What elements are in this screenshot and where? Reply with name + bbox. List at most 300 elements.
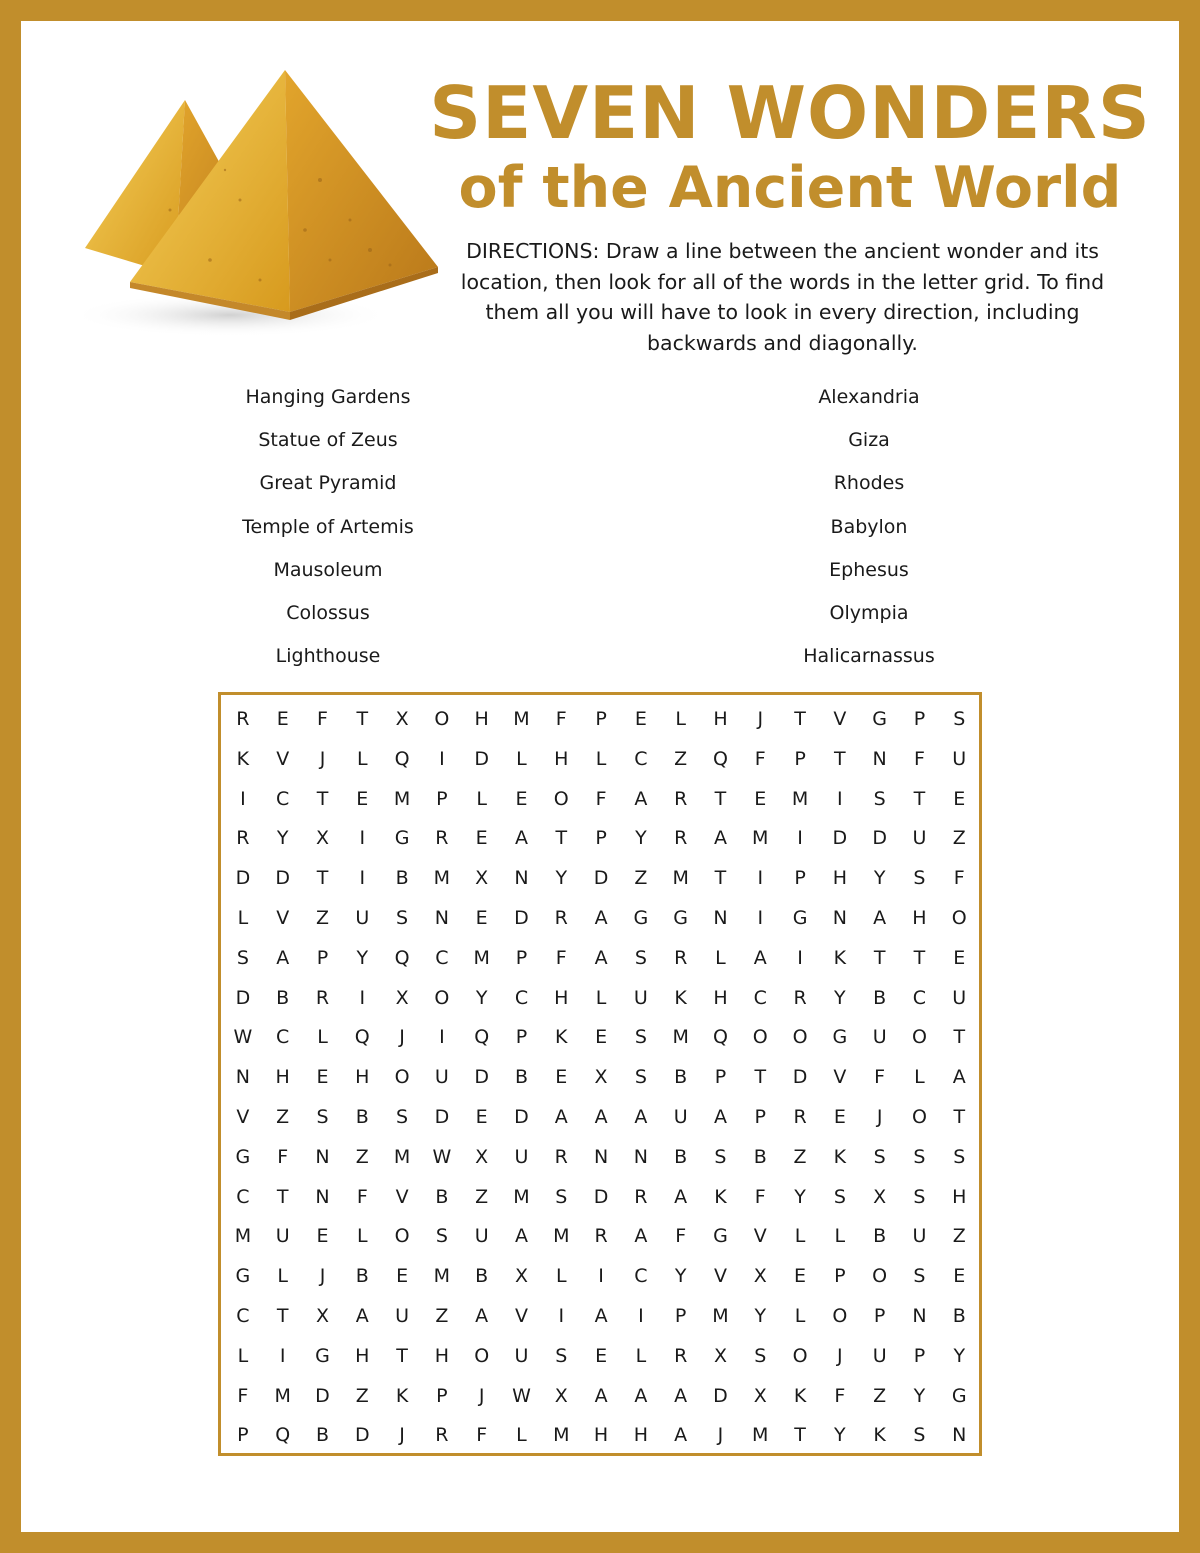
grid-letter: U <box>673 1105 688 1128</box>
grid-letter: I <box>279 1344 286 1367</box>
grid-letter: H <box>554 986 569 1009</box>
grid-letter: B <box>355 1105 369 1128</box>
grid-letter: A <box>514 827 528 850</box>
grid-letter: H <box>952 1185 967 1208</box>
grid-letter: M <box>513 708 530 730</box>
grid-letter: A <box>594 1304 608 1327</box>
grid-letter: Z <box>952 827 966 850</box>
grid-row <box>223 979 979 1019</box>
grid-letter: Q <box>712 1026 728 1049</box>
grid-letter: V <box>395 1185 409 1208</box>
grid-letter: E <box>794 1265 807 1288</box>
grid-letter: B <box>514 1066 528 1089</box>
grid-letter: U <box>872 1344 887 1367</box>
grid-letter: H <box>474 708 489 730</box>
grid-letter: E <box>316 1066 329 1089</box>
grid-letter: P <box>436 787 448 810</box>
grid-letter: Y <box>953 1344 966 1367</box>
grid-letter: S <box>634 946 647 969</box>
grid-letter: Z <box>793 1145 807 1168</box>
grid-letter: N <box>633 1145 648 1168</box>
grid-letter: A <box>634 1225 648 1248</box>
grid-letter: W <box>233 1026 253 1049</box>
grid-letter: A <box>594 906 608 929</box>
grid-letter: B <box>674 1066 688 1089</box>
grid-letter: D <box>792 1066 808 1089</box>
grid-row <box>223 899 979 939</box>
grid-letter: L <box>794 1304 806 1327</box>
grid-letter: L <box>237 1344 249 1367</box>
grid-letter: F <box>356 1185 368 1208</box>
grid-letter: I <box>359 827 366 850</box>
grid-letter: I <box>240 787 246 810</box>
grid-letter: E <box>953 1265 966 1288</box>
grid-letter: V <box>753 1225 767 1248</box>
grid-letter: D <box>275 867 291 890</box>
title-line-1: SEVEN WONDERS <box>429 71 1151 155</box>
grid-letter: C <box>753 986 767 1009</box>
grid-letter: O <box>434 708 450 730</box>
grid-letter: F <box>675 1225 687 1248</box>
grid-letter: G <box>673 906 689 929</box>
grid-letter: F <box>317 708 328 730</box>
grid-letter: Q <box>394 747 410 770</box>
grid-letter: U <box>474 1225 489 1248</box>
grid-letter: B <box>475 1265 489 1288</box>
grid-letter: Z <box>276 1105 290 1128</box>
grid-letter: R <box>435 1424 449 1447</box>
grid-letter: F <box>953 867 965 890</box>
grid-letter: A <box>514 1225 528 1248</box>
grid-letter: S <box>953 708 966 730</box>
grid-letter: I <box>359 867 366 890</box>
grid-letter: A <box>674 1384 688 1407</box>
grid-letter: R <box>435 827 449 850</box>
grid-letter: P <box>515 946 528 969</box>
grid-letter: N <box>514 867 529 890</box>
grid-letter: X <box>713 1344 727 1367</box>
location-item: Rhodes <box>833 472 905 495</box>
grid-letter: N <box>872 747 887 770</box>
grid-letter: M <box>433 1265 451 1288</box>
grid-letter: R <box>793 986 807 1009</box>
grid-letter: E <box>475 827 488 850</box>
grid-letter: L <box>555 1265 567 1288</box>
grid-letter: B <box>873 1225 887 1248</box>
grid-letter: T <box>316 787 329 810</box>
grid-letter: O <box>911 1105 927 1128</box>
grid-letter: D <box>474 1066 489 1089</box>
grid-letter: E <box>475 1105 488 1128</box>
grid-letter: U <box>514 1145 529 1168</box>
grid-row <box>223 740 979 780</box>
grid-letter: P <box>515 1026 528 1049</box>
grid-letter: H <box>554 747 569 770</box>
grid-letter: R <box>674 787 688 810</box>
grid-letter: J <box>399 1026 405 1049</box>
grid-letter: R <box>793 1105 807 1128</box>
grid-row <box>223 1058 979 1098</box>
grid-letter: F <box>237 1384 249 1407</box>
grid-letter: V <box>276 906 290 929</box>
grid-letter: H <box>633 1424 649 1447</box>
grid-letter: T <box>873 946 886 969</box>
grid-letter: L <box>277 1265 288 1288</box>
grid-letter: C <box>634 1265 648 1288</box>
grid-letter: A <box>713 1105 727 1128</box>
grid-letter: F <box>913 747 925 770</box>
grid-letter: S <box>833 1185 846 1208</box>
grid-letter: S <box>634 1026 647 1049</box>
grid-letter: R <box>594 1225 608 1248</box>
grid-letter: M <box>433 867 451 890</box>
grid-letter: Z <box>873 1384 887 1407</box>
grid-row <box>223 1098 979 1138</box>
grid-letter: Y <box>674 1265 687 1288</box>
grid-letter: E <box>833 1105 846 1128</box>
grid-letter: E <box>555 1066 568 1089</box>
grid-letter: N <box>315 1145 330 1168</box>
grid-row <box>223 1178 979 1218</box>
grid-letter: S <box>714 1145 727 1168</box>
location-item: Halicarnassus <box>803 645 935 668</box>
grid-letter: T <box>356 708 369 730</box>
grid-letter: O <box>951 906 967 929</box>
grid-letter: O <box>394 1225 410 1248</box>
grid-letter: Y <box>555 867 568 890</box>
grid-letter: B <box>952 1304 966 1327</box>
grid-letter: F <box>476 1424 488 1447</box>
grid-letter: K <box>833 1145 847 1168</box>
grid-letter: T <box>316 867 329 890</box>
grid-letter: U <box>872 1026 887 1049</box>
grid-letter: Z <box>315 906 329 929</box>
grid-letter: X <box>395 708 409 730</box>
grid-letter: X <box>395 986 409 1009</box>
grid-letter: B <box>753 1145 767 1168</box>
location-item: Babylon <box>830 515 908 538</box>
grid-letter: A <box>634 1384 648 1407</box>
grid-row <box>223 1018 979 1058</box>
grid-letter: C <box>634 747 648 770</box>
grid-letter: X <box>873 1185 887 1208</box>
grid-letter: E <box>475 906 488 929</box>
grid-letter: H <box>713 986 728 1009</box>
grid-letter: N <box>315 1185 330 1208</box>
grid-letter: U <box>275 1225 290 1248</box>
grid-letter: J <box>319 1265 326 1288</box>
grid-letter: A <box>634 1105 648 1128</box>
grid-letter: R <box>236 708 250 730</box>
grid-letter: X <box>594 1066 608 1089</box>
grid-letter: P <box>913 1344 926 1367</box>
grid-letter: P <box>436 1384 448 1407</box>
grid-letter: N <box>952 1424 967 1447</box>
grid-letter: U <box>952 986 967 1009</box>
word-search-grid <box>218 692 982 1456</box>
grid-letter: Y <box>834 986 846 1009</box>
grid-letter: E <box>754 787 767 810</box>
grid-letter: G <box>315 1344 330 1367</box>
grid-letter: D <box>514 906 529 929</box>
grid-letter: T <box>834 747 846 770</box>
grid-letter: V <box>514 1304 528 1327</box>
grid-letter: Y <box>356 946 369 969</box>
grid-letter: O <box>553 787 569 810</box>
grid-row <box>223 1416 979 1456</box>
grid-letter: Q <box>712 747 728 770</box>
grid-letter: S <box>435 1225 448 1248</box>
grid-letter: V <box>833 708 847 730</box>
grid-letter: S <box>913 1185 926 1208</box>
grid-letter: R <box>236 827 250 850</box>
grid-letter: R <box>634 1185 648 1208</box>
grid-letter: L <box>715 946 726 969</box>
grid-letter: Z <box>952 1225 966 1248</box>
grid-letter: E <box>316 1225 329 1248</box>
grid-letter: A <box>873 906 887 929</box>
grid-letter: T <box>714 867 727 890</box>
grid-letter: M <box>234 1225 252 1248</box>
grid-letter: B <box>435 1185 449 1208</box>
grid-letter: L <box>476 787 487 810</box>
grid-letter: S <box>396 1105 409 1128</box>
grid-letter: L <box>794 1225 806 1248</box>
grid-letter: S <box>634 1066 647 1089</box>
grid-letter: C <box>912 986 927 1009</box>
grid-letter: T <box>913 946 926 969</box>
wonder-item: Hanging Gardens <box>245 386 411 408</box>
grid-letter: I <box>359 986 366 1009</box>
grid-letter: O <box>792 1344 808 1367</box>
grid-letter: N <box>832 906 847 929</box>
grid-letter: F <box>555 708 567 730</box>
grid-letter: I <box>638 1304 644 1327</box>
grid-letter: Z <box>634 867 648 890</box>
grid-letter: V <box>276 747 290 770</box>
grid-letter: F <box>834 1384 846 1407</box>
location-item: Ephesus <box>829 558 909 581</box>
grid-letter: O <box>911 1026 927 1049</box>
grid-letter: H <box>355 1344 370 1367</box>
grid-row <box>223 1138 979 1178</box>
grid-letter: L <box>834 1225 846 1248</box>
grid-letter: T <box>953 1105 966 1128</box>
directions-text: DIRECTIONS: Draw a line between the ancient wonder and its location, then look for all of the words in the letter grid. To find them all you will have to look in every direction, including backwards and diagonally. <box>460 239 1105 355</box>
grid-letter: L <box>675 708 686 730</box>
grid-letter: G <box>633 906 649 929</box>
grid-letter: S <box>873 1145 886 1168</box>
grid-letter: D <box>713 1384 728 1407</box>
grid-letter: T <box>276 1304 289 1327</box>
grid-letter: P <box>595 708 607 730</box>
grid-letter: U <box>912 827 927 850</box>
grid-letter: D <box>872 827 887 850</box>
grid-letter: T <box>953 1026 966 1049</box>
grid-letter: Q <box>394 946 410 969</box>
grid-letter: C <box>435 946 449 969</box>
wonder-item: Temple of Artemis <box>242 515 414 538</box>
grid-letter: D <box>832 827 848 850</box>
grid-letter: S <box>873 787 886 810</box>
grid-row <box>223 780 979 820</box>
grid-letter: L <box>356 1225 368 1248</box>
grid-letter: M <box>752 1424 769 1447</box>
grid-letter: Y <box>635 827 647 850</box>
wonder-item: Statue of Zeus <box>258 429 398 452</box>
grid-letter: O <box>394 1066 410 1089</box>
grid-letter: Z <box>435 1304 449 1327</box>
grid-letter: G <box>951 1384 967 1407</box>
grid-letter: T <box>555 827 568 850</box>
grid-letter: I <box>797 946 803 969</box>
grid-letter: Q <box>275 1424 291 1447</box>
grid-letter: I <box>837 787 843 810</box>
grid-letter: U <box>633 986 648 1009</box>
grid-letter: X <box>475 867 489 890</box>
grid-letter: A <box>554 1105 568 1128</box>
grid-letter: G <box>872 708 888 730</box>
grid-letter: J <box>478 1384 485 1407</box>
grid-letter: L <box>516 747 527 770</box>
grid-letter: F <box>595 787 607 810</box>
grid-row <box>223 1257 979 1297</box>
grid-row <box>223 859 979 899</box>
grid-letter: F <box>754 747 766 770</box>
grid-letter: Y <box>794 1185 806 1208</box>
grid-letter: D <box>315 1384 330 1407</box>
grid-letter: E <box>953 946 966 969</box>
grid-letter: S <box>316 1105 329 1128</box>
grid-letter: Y <box>276 827 289 850</box>
grid-letter: I <box>757 867 764 890</box>
grid-letter: W <box>512 1384 531 1407</box>
grid-row <box>223 1377 979 1417</box>
grid-letter: X <box>475 1145 489 1168</box>
locations-list <box>709 380 1029 682</box>
grid-letter: F <box>754 1185 766 1208</box>
location-item: Olympia <box>829 601 909 624</box>
grid-letter: L <box>595 747 607 770</box>
grid-letter: S <box>953 1145 966 1168</box>
grid-letter: A <box>753 946 767 969</box>
grid-letter: N <box>593 1145 609 1168</box>
grid-letter: U <box>434 1066 449 1089</box>
grid-letter: S <box>236 946 249 969</box>
grid-letter: P <box>794 747 806 770</box>
grid-letter: C <box>514 986 529 1009</box>
grid-letter: Y <box>754 1304 767 1327</box>
grid-letter: S <box>555 1344 568 1367</box>
grid-letter: A <box>713 827 727 850</box>
grid-letter: W <box>432 1145 452 1168</box>
grid-letter: L <box>317 1026 328 1049</box>
grid-letter: I <box>439 747 445 770</box>
grid-letter: Y <box>913 1384 926 1407</box>
grid-letter: X <box>315 1304 329 1327</box>
grid-letter: Z <box>355 1384 369 1407</box>
grid-letter: K <box>873 1424 886 1447</box>
grid-letter: M <box>473 946 490 969</box>
grid-letter: M <box>513 1185 530 1208</box>
grid-letter: J <box>319 747 326 770</box>
grid-letter: T <box>754 1066 767 1089</box>
grid-letter: S <box>396 906 409 929</box>
grid-letter: G <box>713 1225 728 1248</box>
grid-letter: D <box>354 1424 370 1447</box>
grid-letter: A <box>594 946 608 969</box>
grid-letter: F <box>555 946 567 969</box>
grid-letter: M <box>791 787 809 810</box>
grid-letter: O <box>832 1304 848 1327</box>
grid-row <box>223 1297 979 1337</box>
grid-letter: M <box>752 827 769 850</box>
grid-letter: P <box>794 867 806 890</box>
grid-letter: T <box>396 1344 408 1367</box>
grid-letter: L <box>356 747 368 770</box>
title-line-2: of the Ancient World <box>458 155 1122 221</box>
grid-letter: R <box>674 827 688 850</box>
grid-letter: A <box>674 1424 688 1447</box>
grid-letter: X <box>753 1384 767 1407</box>
grid-letter: C <box>276 1026 290 1049</box>
grid-letter: Z <box>475 1185 489 1208</box>
grid-letter: P <box>754 1105 766 1128</box>
grid-letter: O <box>752 1026 768 1049</box>
grid-letter: E <box>953 787 966 810</box>
grid-letter: G <box>235 1145 251 1168</box>
grid-row <box>223 1217 979 1257</box>
grid-letter: C <box>236 1304 250 1327</box>
grid-letter: H <box>713 708 728 730</box>
grid-letter: B <box>315 1424 330 1447</box>
grid-letter: A <box>594 1105 608 1128</box>
grid-letter: S <box>555 1185 568 1208</box>
grid-letter: K <box>833 946 847 969</box>
location-item: Alexandria <box>818 386 920 408</box>
grid-letter: I <box>598 1265 604 1288</box>
grid-letter: T <box>794 1424 806 1447</box>
grid-letter: F <box>277 1145 289 1168</box>
grid-letter: H <box>912 906 927 929</box>
location-item: Giza <box>848 429 890 452</box>
grid-letter: J <box>876 1105 883 1128</box>
grid-letter: D <box>434 1105 450 1128</box>
grid-letter: K <box>395 1384 409 1407</box>
grid-letter: M <box>393 1145 411 1168</box>
grid-letter: G <box>235 1265 251 1288</box>
grid-letter: E <box>595 1344 608 1367</box>
grid-letter: S <box>913 867 926 890</box>
grid-letter: O <box>792 1026 808 1049</box>
pyramids-illustration <box>60 60 450 350</box>
grid-letter: D <box>235 867 251 890</box>
grid-letter: P <box>237 1424 249 1447</box>
grid-letter: V <box>713 1265 727 1288</box>
grid-letter: N <box>235 1066 250 1089</box>
grid-letter: Z <box>355 1145 369 1168</box>
grid-letter: B <box>355 1265 369 1288</box>
grid-letter: S <box>913 1265 926 1288</box>
grid-letter: L <box>237 906 249 929</box>
grid-letter: Q <box>354 1026 370 1049</box>
wonder-item: Mausoleum <box>273 558 383 581</box>
grid-letter: G <box>792 906 808 929</box>
grid-letter: J <box>399 1424 405 1447</box>
grid-letter: J <box>717 1424 724 1447</box>
grid-letter: I <box>757 906 764 929</box>
grid-letter: R <box>674 1344 688 1367</box>
